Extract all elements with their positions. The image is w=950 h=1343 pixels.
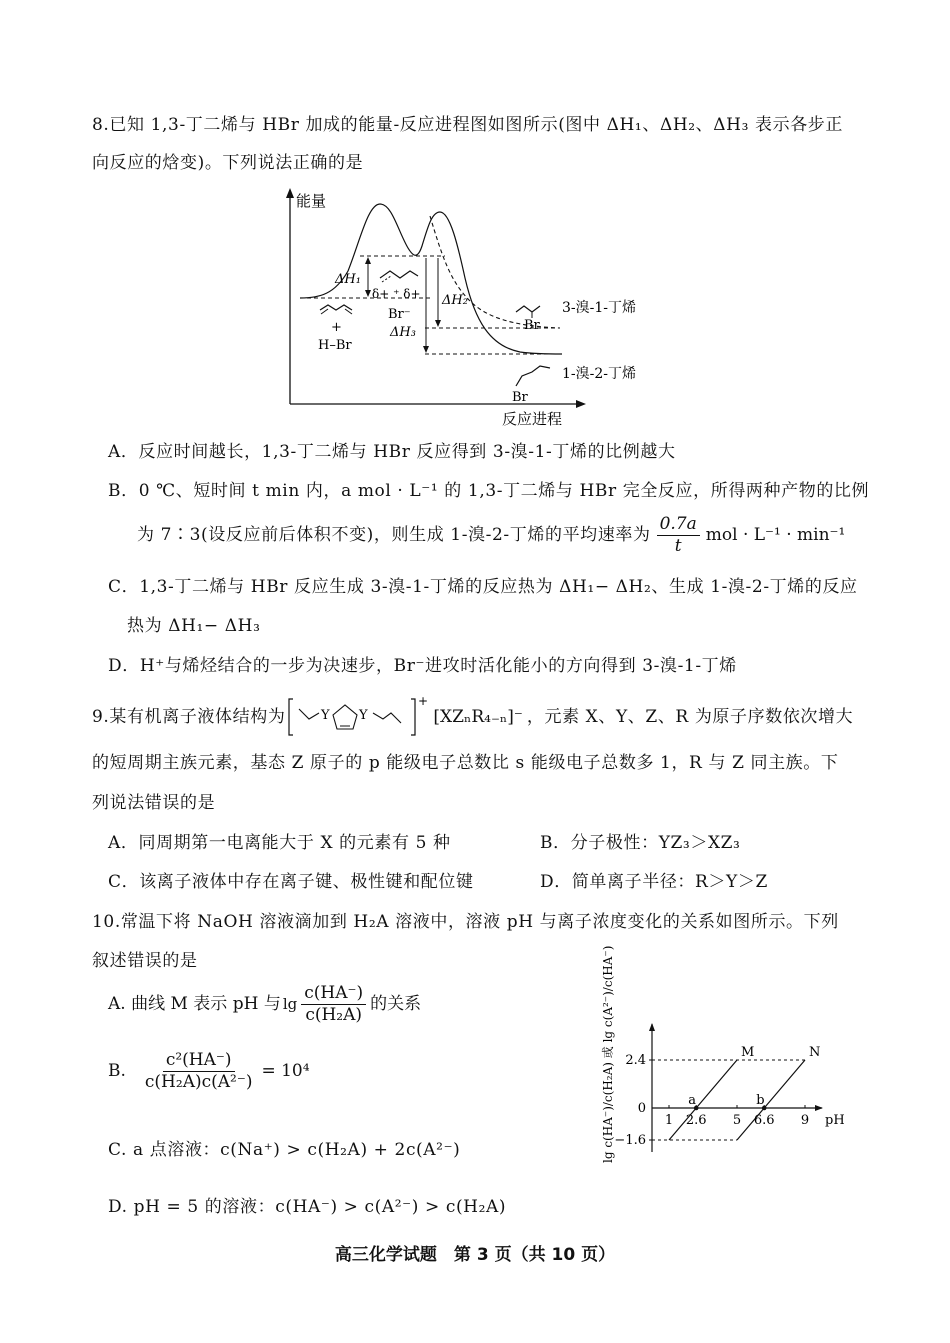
- q8-b-frac-den: t: [674, 536, 682, 556]
- y-tick-label: 2.4: [625, 1053, 646, 1068]
- q9-option-b: B．分子极性：YZ₃＞XZ₃: [540, 833, 741, 853]
- product1-name: 3-溴-1-丁烯: [562, 300, 637, 316]
- q8-option-b-fraction: [657, 516, 700, 555]
- x-tick-label: 6.6: [753, 1113, 775, 1128]
- q10-a-lg: lg: [282, 995, 298, 1013]
- page-footer: 高三化学试题 第 3 页（共 10 页）: [334, 1245, 616, 1265]
- x-axis-arrow: [576, 400, 586, 408]
- q8-option-b-line1: B．0 ℃、短时间 t min 内，a mol · L⁻¹ 的 1,3-丁二烯与 HBr 完全反应，所得两种产物的比例: [108, 481, 870, 501]
- product1-br: Br: [524, 318, 540, 333]
- dH2-label: ΔH₂: [442, 293, 468, 308]
- x-tick-label: 5: [732, 1113, 742, 1128]
- y-axis-arrow: [286, 188, 294, 198]
- product2-structure: [516, 366, 550, 386]
- y-tick-label: 0: [637, 1101, 646, 1116]
- imidazolium-cation-structure: [287, 695, 427, 739]
- x-axis-arrow: [815, 1105, 823, 1111]
- q10-b-num: c²(HA⁻): [163, 1052, 235, 1072]
- q10-option-c: C. a 点溶液：c(Na⁺) > c(H₂A) + 2c(A²⁻): [108, 1140, 461, 1160]
- q9-stem-line2: 的短周期主族元素，基态 Z 原子的 p 能级电子总数比 s 能级电子总数多 1，R 与 Z 同主族。下: [92, 753, 839, 773]
- q10-a-num: c(HA⁻): [301, 985, 366, 1005]
- x-axis-label: 反应进程: [502, 410, 563, 428]
- x-tick-label: 2.6: [685, 1113, 707, 1128]
- q9-stem-line3: 列说法错误的是: [92, 793, 216, 813]
- q8-option-a: A．反应时间越长，1,3-丁二烯与 HBr 反应得到 3-溴-1-丁烯的比例越大: [108, 442, 676, 462]
- q10-a-fraction: [301, 985, 366, 1024]
- q10-b-label: B.: [108, 1061, 126, 1081]
- q10-stem-line2: 叙述错误的是: [92, 951, 198, 971]
- q8-stem-line2: 向反应的焓变)。下列说法正确的是: [92, 153, 364, 173]
- product1-structure: [516, 306, 540, 312]
- energy-curve-dashed: [430, 216, 560, 328]
- q9-option-c: C．该离子液体中存在离子键、极性键和配位键: [108, 872, 474, 892]
- q8-option-b-unit: mol · L⁻¹ · min⁻¹: [705, 525, 846, 545]
- q10-a-den: c(H₂A): [305, 1005, 363, 1025]
- q9-option-d: D．简单离子半径：R＞Y＞Z: [540, 872, 768, 892]
- q8-option-b-line2: [137, 516, 845, 555]
- q8-b-frac-num: 0.7a: [657, 516, 700, 536]
- q9-option-a: A．同周期第一电离能大于 X 的元素有 5 种: [108, 833, 451, 853]
- q10-b-den: c(H₂A)c(A²⁻): [144, 1072, 253, 1092]
- y-axis-label-group: [601, 946, 615, 1163]
- point-label-b: b: [756, 1093, 765, 1108]
- q9-anion: [XZₙR₄₋ₙ]⁻: [433, 706, 523, 727]
- q9-stem-prefix: 9.某有机离子液体结构为: [92, 706, 286, 727]
- product2-br: Br: [512, 390, 528, 405]
- q8-option-c-line2: 热为 ΔH₁− ΔH₃: [127, 616, 261, 636]
- series-line-m: [669, 1060, 737, 1140]
- plus-sign: +: [331, 320, 342, 335]
- q10-b-rhs: = 10⁴: [261, 1061, 310, 1081]
- q8-option-d: D．H⁺与烯烃结合的一步为决速步，Br⁻进攻时活化能小的方向得到 3-溴-1-丁烯: [108, 656, 737, 676]
- q10-a-prefix: A. 曲线 M 表示 pH 与: [108, 994, 281, 1014]
- point-label-a: a: [688, 1093, 696, 1108]
- series-label-n: N: [809, 1045, 821, 1060]
- ring-atom-y-right: Y: [359, 708, 369, 723]
- product2-name: 1-溴-2-丁烯: [562, 366, 637, 382]
- x-tick-label: 9: [800, 1113, 810, 1128]
- x-tick-label: 1: [664, 1113, 674, 1128]
- butadiene-structure: [320, 305, 352, 310]
- q10-option-a: [108, 985, 421, 1024]
- ring-atom-y-left: Y: [321, 708, 331, 723]
- delta-charges: δ+ ⁺ δ+: [372, 287, 421, 301]
- x-axis-label: pH: [825, 1113, 845, 1128]
- dH1-label: ΔH₁: [335, 272, 361, 287]
- q8-stem-line1: 8.已知 1,3-丁二烯与 HBr 加成的能量-反应进程图如图所示(图中 ΔH₁、ΔH₂、ΔH₃ 表示各步正: [92, 115, 843, 135]
- ph-chart: [590, 945, 850, 1170]
- y-axis-arrow: [649, 1023, 655, 1031]
- q8-option-b-line2-text: 为 7∶3(设反应前后体积不变)，则生成 1-溴-2-丁烯的平均速率为: [137, 525, 651, 545]
- cation-charge: +: [418, 694, 429, 708]
- series-line-n: [737, 1060, 805, 1140]
- y-axis-label: lg c(HA⁻)/c(H₂A) 或 lg c(A²⁻)/c(HA⁻): [601, 945, 615, 1163]
- y-tick-label: −1.6: [614, 1133, 646, 1148]
- q10-option-b: [108, 1052, 310, 1091]
- series-label-m: M: [741, 1045, 755, 1060]
- br-minus-label: Br⁻: [388, 307, 411, 322]
- q10-a-suffix: 的关系: [370, 994, 422, 1014]
- hbr-label: H–Br: [318, 338, 352, 353]
- allyl-cation-structure: [380, 271, 418, 278]
- q9-stem-suffix: ，元素 X、Y、Z、R 为原子序数依次增大: [526, 706, 854, 727]
- q8-option-c-line1: C．1,3-丁二烯与 HBr 反应生成 3-溴-1-丁烯的反应热为 ΔH₁− ΔH₂、生成 1-溴-2-丁烯的反应: [108, 577, 858, 597]
- q9-stem-line1: [92, 695, 853, 739]
- y-axis-label: 能量: [296, 192, 327, 210]
- q10-option-d: D. pH = 5 的溶液：c(HA⁻) > c(A²⁻) > c(H₂A): [108, 1197, 507, 1217]
- dH3-label: ΔH₃: [390, 325, 416, 340]
- q10-stem-line1: 10.常温下将 NaOH 溶液滴加到 H₂A 溶液中，溶液 pH 与离子浓度变化的关系如图所示。下列: [92, 912, 839, 932]
- q10-b-fraction: [142, 1052, 256, 1091]
- energy-profile-diagram: [280, 186, 670, 431]
